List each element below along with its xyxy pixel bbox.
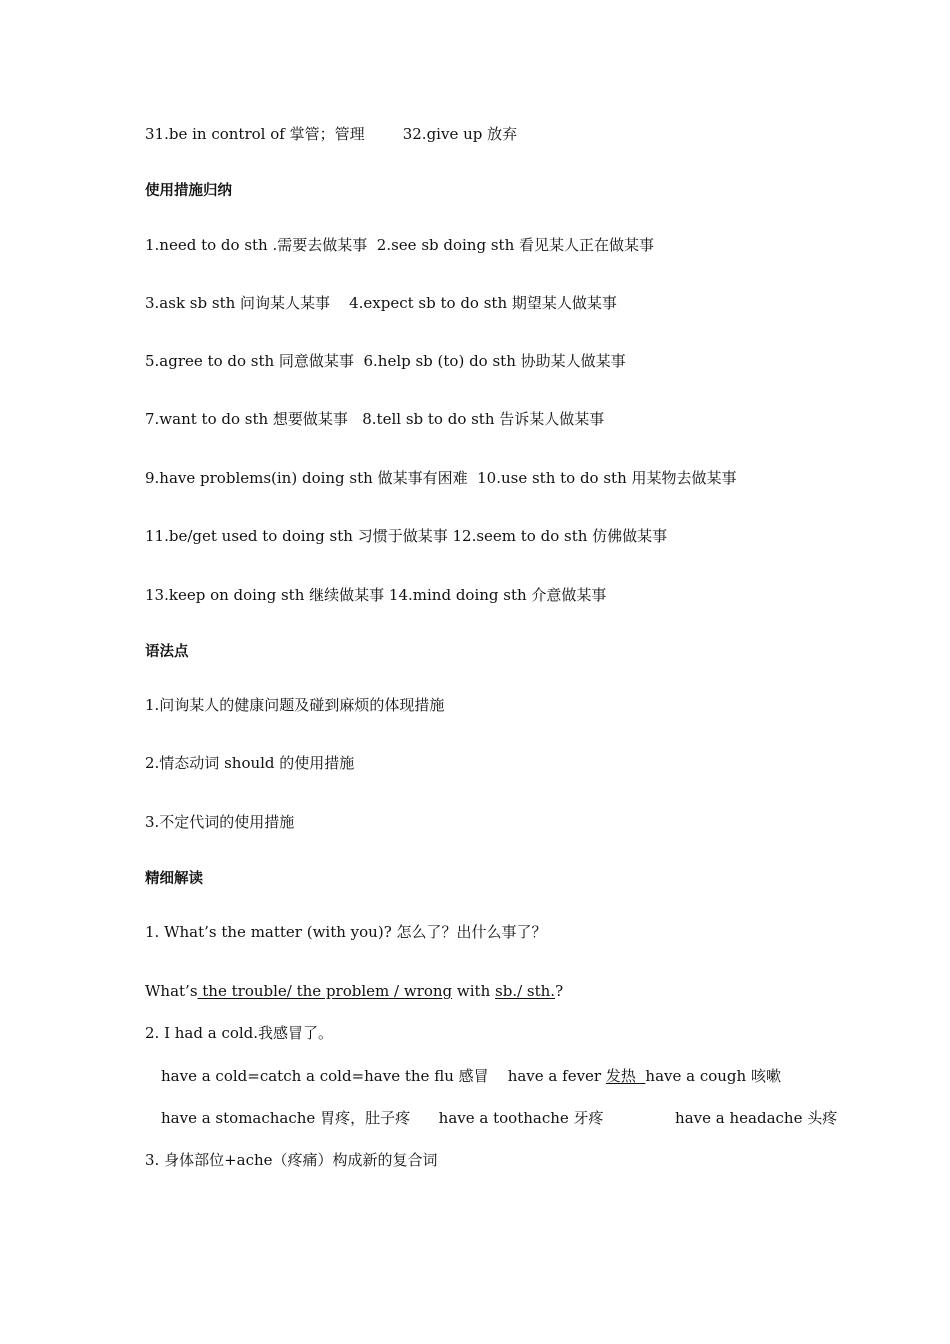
grammar-point-1: 1.问询某人的健康问题及碰到麻烦的体现措施 bbox=[145, 696, 445, 714]
section-heading-grammar: 语法点 bbox=[145, 643, 189, 660]
illness-line-1 bbox=[161, 1066, 781, 1086]
variant-suffix: ? bbox=[555, 982, 564, 1000]
grammar-point-2: 2.情态动词 should 的使用措施 bbox=[145, 754, 355, 772]
variant-underlined-options: the trouble/ the problem / wrong bbox=[197, 982, 453, 1000]
reading-variant-line bbox=[145, 981, 563, 1001]
usage-line-13-14: 13.keep on doing sth 继续做某事 14.mind doing sth 介意做某事 bbox=[145, 586, 607, 604]
usage-line-1-2: 1.need to do sth .需要去做某事 2.see sb doing sth 看见某人正在做某事 bbox=[145, 236, 654, 254]
usage-line-9-10: 9.have problems(in) doing sth 做某事有困难 10.use sth to do sth 用某物去做某事 bbox=[145, 469, 737, 487]
reading-item-3: 3. 身体部位+ache（疼痛）构成新的复合词 bbox=[145, 1151, 438, 1169]
reading-item-2: 2. I had a cold.我感冒了。 bbox=[145, 1024, 334, 1042]
usage-line-7-8: 7.want to do sth 想要做某事 8.tell sb to do sth 告诉某人做某事 bbox=[145, 410, 605, 428]
illness-cold-fever: have a cold=catch a cold=have the flu 感冒 have a fever bbox=[161, 1067, 606, 1085]
variant-with: with bbox=[452, 982, 496, 1000]
illness-cough: have a cough 咳嗽 bbox=[645, 1067, 781, 1085]
phrase-line-31-32: 31.be in control of 掌管；管理 32.give up 放弃 bbox=[145, 125, 518, 143]
usage-line-11-12: 11.be/get used to doing sth 习惯于做某事 12.seem to do sth 仿佛做某事 bbox=[145, 527, 668, 545]
grammar-point-3: 3.不定代词的使用措施 bbox=[145, 813, 295, 831]
section-heading-usage: 使用措施归纳 bbox=[145, 182, 232, 199]
variant-prefix: What’s bbox=[145, 982, 198, 1000]
reading-item-1: 1. What’s the matter (with you)? 怎么了？出什么事了？ bbox=[145, 923, 547, 941]
illness-fever-meaning: 发热 bbox=[605, 1067, 646, 1085]
illness-line-2: have a stomachache 胃疼，肚子疼 have a toothache 牙疼 have a headache 头疼 bbox=[161, 1109, 838, 1127]
variant-underlined-object: sb./ sth. bbox=[495, 982, 556, 1000]
section-heading-reading: 精细解读 bbox=[145, 870, 203, 887]
usage-line-5-6: 5.agree to do sth 同意做某事 6.help sb (to) do sth 协助某人做某事 bbox=[145, 352, 626, 370]
usage-line-3-4: 3.ask sb sth 问询某人某事 4.expect sb to do sth 期望某人做某事 bbox=[145, 294, 617, 312]
